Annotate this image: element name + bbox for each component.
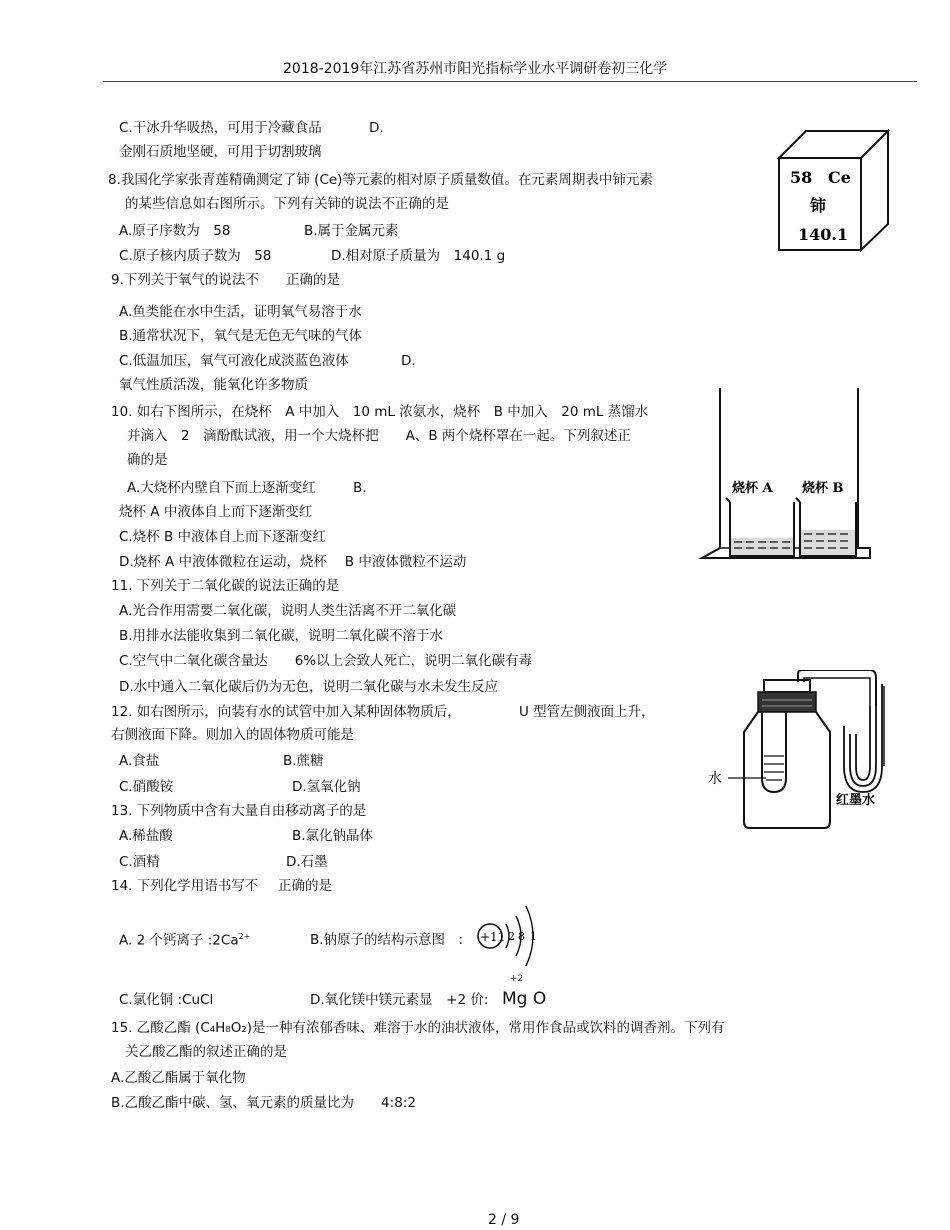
q10-option-c: C.烧杯 B 中液体自上而下逐渐变红	[119, 529, 327, 545]
q12-stem-line1: 12. 如右图所示，向装有水的试管中加入某种固体物质后，	[111, 704, 461, 720]
q12-option-d: D.氢氧化钠	[292, 779, 361, 795]
q9-option-a: A.鱼类能在水中生活，证明氧气易溶于水	[119, 304, 362, 320]
q7-option-d-text: 金刚石质地坚硬，可用于切割玻璃	[119, 144, 322, 160]
q15-stem-line1: 15. 乙酸乙酯 (C₄H₈O₂)是一种有浓郁香味、难溶于水的油状液体，常用作食品或饮料的调香剂。下列有	[111, 1020, 725, 1036]
q14-stem-b: 正确的是	[278, 878, 332, 894]
q10-option-b-text: 烧杯 A 中液体自上而下逐渐变红	[119, 504, 313, 520]
q10-stem-line1: 10. 如右下图所示，在烧杯 A 中加入 10 mL 浓氨水，烧杯 B 中加入 20 mL 蒸馏水	[111, 404, 649, 420]
atom-shell-3: 1	[530, 930, 537, 943]
q15-option-b: B.乙酸乙酯中碳、氢、氧元素的质量比为 4:8:2	[111, 1095, 416, 1111]
apparatus-water-label: 水	[708, 771, 722, 787]
q9-option-c: C.低温加压，氧气可液化成淡蓝色液体	[119, 353, 349, 369]
atom-nucleus-charge: +11	[480, 930, 506, 944]
q11-option-a: A.光合作用需要二氧化碳，说明人类生活离不开二氧化碳	[119, 603, 457, 619]
q14-valence-mark: +2	[510, 974, 524, 984]
q7-option-d-label: D.	[369, 120, 384, 136]
cerium-element-card	[776, 128, 892, 252]
page-header-title: 2018-2019年江苏省苏州市阳光指标学业水平调研卷初三化学	[283, 61, 668, 77]
q9-option-d-text: 氧气性质活泼，能氧化许多物质	[119, 377, 308, 393]
atom-shell-1: 2	[508, 930, 515, 943]
q13-option-c: C.酒精	[119, 854, 160, 870]
q8-option-c: C.原子核内质子数为 58	[119, 248, 272, 264]
q11-option-c: C.空气中二氧化碳含量达 6%以上会致人死亡，说明二氧化碳有毒	[119, 653, 533, 669]
q8-stem-line1: 8.我国化学家张青莲精确测定了铈 (Ce)等元素的相对原子质量数值。在元素周期表中铈元素	[108, 172, 653, 188]
header-rule	[103, 81, 917, 82]
q12-option-a: A.食盐	[119, 753, 160, 769]
q8-stem-line2: 的某些信息如右图所示。下列有关铈的说法不正确的是	[125, 196, 449, 212]
element-atomic-mass: 140.1	[798, 225, 849, 244]
q12-stem-line1b: U 型管左侧液面上升，	[519, 704, 655, 720]
q12-option-c: C.硝酸铵	[119, 779, 174, 795]
q13-option-b: B.氯化钠晶体	[292, 828, 374, 844]
beaker-a-label: 烧杯 A	[732, 481, 773, 496]
q15-option-a: A.乙酸乙酯属于氧化物	[111, 1070, 246, 1086]
q14-option-b: B.钠原子的结构示意图 :	[310, 932, 464, 948]
q14-option-d: D.氧化镁中镁元素显 +2 价:	[310, 992, 489, 1008]
q9-option-d-label: D.	[401, 353, 416, 369]
atom-shell-2: 8	[518, 930, 525, 943]
q14-stem-a: 14. 下列化学用语书写不	[111, 878, 259, 894]
q9-option-b: B.通常状况下，氧气是无色无气味的气体	[119, 328, 363, 344]
q10-option-a: A.大烧杯内壁自下而上逐渐变红	[127, 480, 316, 496]
q8-option-d: D.相对原子质量为 140.1 g	[331, 248, 506, 264]
q9-stem-a: 9.下列关于氧气的说法不	[111, 272, 259, 288]
apparatus-ink-label: 红墨水	[836, 793, 876, 808]
q13-option-d: D.石墨	[286, 854, 328, 870]
sodium-atom-diagram	[474, 902, 544, 972]
element-name: 铈	[810, 196, 827, 215]
q11-stem: 11. 下列关于二氧化碳的说法正确的是	[111, 578, 340, 594]
element-symbol: Ce	[828, 168, 851, 187]
q10-stem-line3: 确的是	[127, 452, 168, 468]
u-tube-apparatus-figure	[700, 670, 890, 830]
q10-stem-line2: 并滴入 2 滴酚酞试液，用一个大烧杯把 A、B 两个烧杯罩在一起。下列叙述正	[127, 428, 631, 444]
q15-stem-line2: 关乙酸乙酯的叙述正确的是	[125, 1044, 287, 1060]
q7-option-c: C.干冰升华吸热，可用于冷藏食品	[119, 120, 322, 136]
q14-option-c: C.氯化铜 :CuCl	[119, 992, 214, 1008]
beakers-figure	[698, 386, 874, 568]
page-number: 2 / 9	[488, 1212, 520, 1228]
q10-option-b-label: B.	[353, 480, 367, 496]
q12-stem-line2: 右侧液面下降。则加入的固体物质可能是	[111, 727, 354, 743]
element-atomic-number: 58	[790, 168, 813, 187]
q8-option-a: A.原子序数为 58	[119, 223, 231, 239]
q11-option-d: D.水中通入二氧化碳后仍为无色，说明二氧化碳与水未发生反应	[119, 679, 499, 695]
q13-stem: 13. 下列物质中含有大量自由移动离子的是	[111, 803, 367, 819]
q8-option-b: B.属于金属元素	[304, 223, 399, 239]
beaker-b-label: 烧杯 B	[802, 481, 844, 496]
q10-option-d: D.烧杯 A 中液体微粒在运动，烧杯 B 中液体微粒不运动	[119, 554, 467, 570]
q13-option-a: A.稀盐酸	[119, 828, 173, 844]
q14-option-a-charge: 2+	[238, 932, 251, 941]
q12-option-b: B.蔗糖	[283, 753, 324, 769]
q14-formula-mgo: Mg O	[502, 989, 547, 1009]
q14-option-a: A. 2 个钙离子 $:2Ca^{2+}$	[119, 932, 251, 949]
q9-stem-b: 正确的是	[286, 272, 340, 288]
q11-option-b: B.用排水法能收集到二氧化碳，说明二氧化碳不溶于水	[119, 628, 444, 644]
